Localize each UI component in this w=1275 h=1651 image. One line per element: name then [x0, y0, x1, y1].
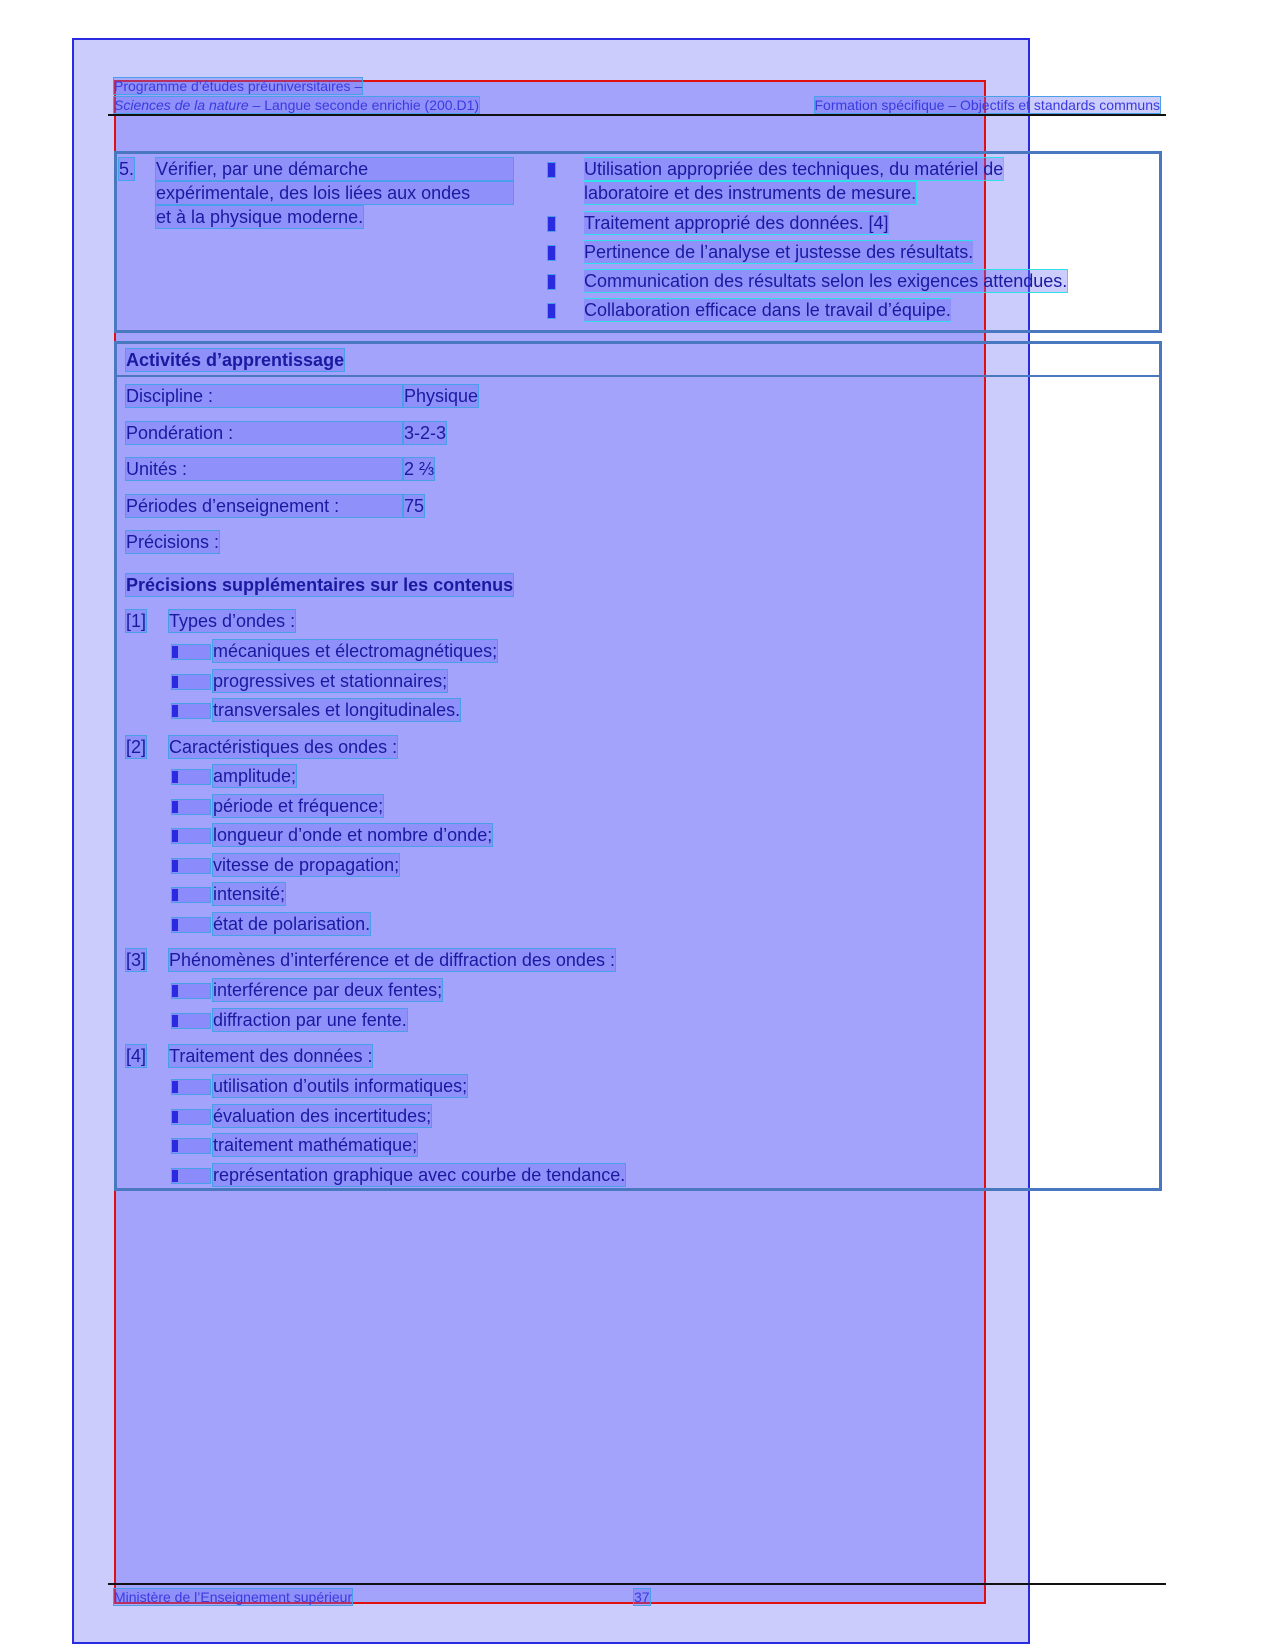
section-4-item-2: évaluation des incertitudes; [213, 1106, 432, 1126]
contents-subtitle: Précisions supplémentaires sur les contenus [126, 575, 514, 595]
section-1-bullet-1 [172, 645, 210, 659]
criterion-bullet-3 [548, 246, 555, 260]
criterion-2: Traitement approprié des données. [4] [584, 213, 889, 233]
field-label-discipline: Discipline : [126, 385, 402, 407]
footer-ministry: Ministère de l’Enseignement supérieur [114, 1589, 353, 1605]
section-1-bullet-2 [172, 675, 210, 689]
objective-number: 5. [119, 159, 135, 179]
section-2-bullet-2 [172, 800, 210, 814]
section-2-bullet-3 [172, 829, 210, 843]
header-program-italic: Sciences de la nature [114, 97, 249, 113]
section-1-bullet-3 [172, 704, 210, 718]
section-4-item-3: traitement mathématique; [213, 1135, 418, 1155]
section-2-item-4: vitesse de propagation; [213, 855, 400, 875]
page-number: 37 [634, 1589, 650, 1605]
section-1-item-1: mécaniques et électromagnétiques; [213, 641, 498, 661]
section-3-number: [3] [126, 950, 147, 970]
section-2-bullet-6 [172, 918, 210, 932]
criterion-5: Collaboration efficace dans le travail d’équipe. [584, 300, 951, 320]
header-program: Programme d’études préuniversitaires – [114, 78, 363, 94]
objective-line-1: Vérifier, par une démarche [156, 158, 513, 180]
objective-line-2: expérimentale, des lois liées aux ondes [156, 182, 513, 204]
field-value-periodes: 75 [404, 496, 425, 516]
section-2-item-3: longueur d’onde et nombre d’onde; [213, 825, 493, 845]
section-4-item-4: représentation graphique avec courbe de tendance. [213, 1165, 626, 1185]
section-4-bullet-4 [172, 1169, 210, 1183]
footer [114, 1589, 654, 1605]
section-3-item-1: interférence par deux fentes; [213, 980, 443, 1000]
header-program-rest: – Langue seconde enrichie (200.D1) [248, 97, 480, 113]
criterion-bullet-2 [548, 217, 555, 231]
activities-header-rule [114, 375, 1162, 377]
section-4-bullet-3 [172, 1139, 210, 1153]
field-value-unites: 2 ⅔ [404, 459, 435, 479]
section-1-item-3: transversales et longitudinales. [213, 700, 461, 720]
header-section: Formation spécifique – Objectifs et standards communs [814, 97, 1160, 113]
section-1-title: Types d’ondes : [169, 611, 296, 631]
section-3-item-2: diffraction par une fente. [213, 1010, 407, 1030]
criterion-4: Communication des résultats selon les exigences attendues. [584, 271, 1068, 291]
activities-title: Activités d’apprentissage [126, 350, 345, 370]
section-2-item-1: amplitude; [213, 766, 297, 786]
field-label-periodes: Périodes d’enseignement : [126, 495, 402, 517]
field-label-precisions: Précisions : [126, 532, 220, 552]
criterion-1-line-2: laboratoire et des instruments de mesure. [584, 183, 917, 203]
section-4-title: Traitement des données : [169, 1046, 373, 1066]
section-4-number: [4] [126, 1046, 147, 1066]
section-4-bullet-1 [172, 1080, 210, 1094]
section-2-title: Caractéristiques des ondes : [169, 737, 398, 757]
footer-rule [108, 1583, 1166, 1585]
header-rule [108, 114, 1166, 116]
section-3-bullet-1 [172, 984, 210, 998]
criterion-bullet-5 [548, 304, 555, 318]
field-value-ponderation: 3-2-3 [404, 423, 447, 443]
criterion-bullet-4 [548, 275, 555, 289]
criterion-bullet-1 [548, 163, 555, 177]
field-label-ponderation: Pondération : [126, 422, 402, 444]
section-4-bullet-2 [172, 1110, 210, 1124]
section-2-bullet-4 [172, 859, 210, 873]
criterion-3: Pertinence de l’analyse et justesse des résultats. [584, 242, 974, 262]
section-2-item-2: période et fréquence; [213, 796, 384, 816]
section-2-item-5: intensité; [213, 884, 286, 904]
objective-line-3: et à la physique moderne. [156, 207, 364, 227]
section-2-bullet-5 [172, 888, 210, 902]
header-program-name [114, 97, 479, 113]
section-2-bullet-1 [172, 770, 210, 784]
section-1-number: [1] [126, 611, 147, 631]
criterion-1-line-1: Utilisation appropriée des techniques, du matériel de [584, 159, 1004, 179]
section-3-title: Phénomènes d’interférence et de diffraction des ondes : [169, 950, 615, 970]
section-4-item-1: utilisation d’outils informatiques; [213, 1076, 468, 1096]
section-2-number: [2] [126, 737, 147, 757]
section-1-item-2: progressives et stationnaires; [213, 671, 448, 691]
field-value-discipline: Physique [404, 386, 479, 406]
section-2-item-6: état de polarisation. [213, 914, 371, 934]
field-label-unites: Unités : [126, 458, 402, 480]
section-3-bullet-2 [172, 1014, 210, 1028]
